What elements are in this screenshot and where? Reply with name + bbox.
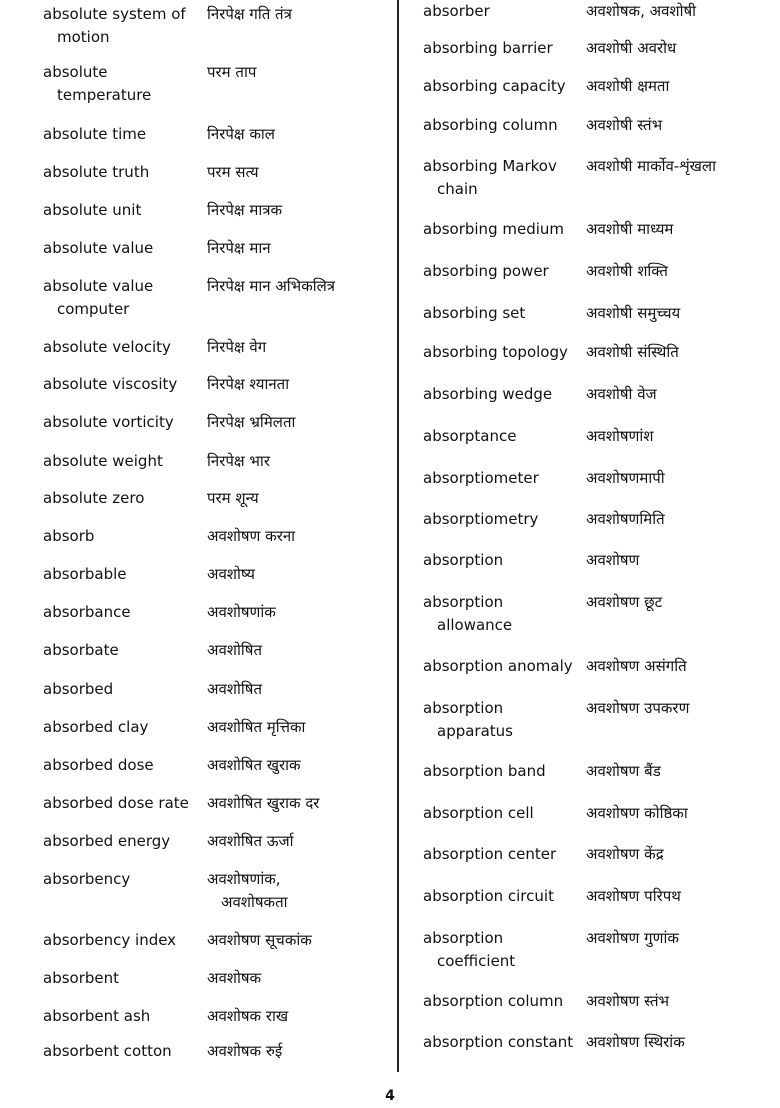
entry-term-line: absolute truth xyxy=(43,163,150,181)
entry-term xyxy=(43,792,203,815)
entry-term xyxy=(423,802,583,825)
entry-translation xyxy=(207,1005,387,1028)
entry-term xyxy=(423,0,583,23)
entry-term xyxy=(43,563,203,586)
entry-translation xyxy=(586,425,776,448)
entry-term-line: absorber xyxy=(423,2,490,20)
entry-translation xyxy=(586,260,776,283)
entry-translation xyxy=(207,639,387,662)
entry-translation xyxy=(207,336,387,359)
entry-term-line: absorptiometry xyxy=(423,510,539,528)
entry-term-line: absorption circuit xyxy=(423,887,554,905)
entry-term xyxy=(43,336,203,359)
entry-translation xyxy=(207,61,387,84)
entry-translation-line: अवशोष्य xyxy=(207,565,255,583)
entry-term-line: motion xyxy=(57,28,110,46)
entry-translation xyxy=(586,218,776,241)
entry-translation-line: निरपेक्ष मान xyxy=(207,239,271,257)
entry-term-line: absolute xyxy=(43,63,108,81)
entry-translation-line: निरपेक्ष गति तंत्र xyxy=(207,5,292,23)
entry-translation-line: अवशोषी माध्यम xyxy=(586,220,674,238)
entry-translation xyxy=(207,275,387,298)
entry-term xyxy=(423,383,583,406)
entry-term-line: absolute zero xyxy=(43,489,145,507)
entry-term xyxy=(423,655,583,678)
entry-translation-line: अवशोषी संस्थिति xyxy=(586,343,679,361)
entry-translation-line: अवशोषणांश xyxy=(586,427,654,445)
entry-translation xyxy=(207,716,387,739)
entry-translation xyxy=(207,967,387,990)
entry-term-line: absorption cell xyxy=(423,804,534,822)
entry-term xyxy=(43,868,203,891)
entry-term xyxy=(423,302,583,325)
entry-translation-line: अवशोषित खुराक दर xyxy=(207,794,320,812)
entry-translation-line: अवशोषी वेज xyxy=(586,385,657,403)
entry-translation-line: परम ताप xyxy=(207,63,257,81)
entry-translation-line: अवशोषणमिति xyxy=(586,510,665,528)
entry-term xyxy=(43,487,203,510)
entry-term-line: absorbent xyxy=(43,969,120,987)
entry-translation-line: निरपेक्ष श्यानता xyxy=(207,375,290,393)
entry-term-line: absorbed xyxy=(43,680,114,698)
entry-translation-line: अवशोषण xyxy=(586,551,640,569)
entry-translation-line: अवशोषण उपकरण xyxy=(586,699,690,717)
entry-term xyxy=(423,885,583,908)
entry-translation xyxy=(207,929,387,952)
entry-term xyxy=(423,591,583,637)
entry-term xyxy=(43,161,203,184)
entry-term-line: absorbing Markov xyxy=(423,157,557,175)
entry-term-line: absorbency index xyxy=(43,931,177,949)
entry-translation xyxy=(586,927,776,950)
entry-term-line: chain xyxy=(437,180,478,198)
entry-translation-line: अवशोषी शक्ति xyxy=(586,262,668,280)
entry-term xyxy=(43,525,203,548)
entry-translation-line: निरपेक्ष काल xyxy=(207,125,275,143)
entry-term xyxy=(423,467,583,490)
entry-translation xyxy=(207,678,387,701)
entry-translation xyxy=(207,161,387,184)
entry-translation xyxy=(586,802,776,825)
entry-term-line: absorption xyxy=(423,699,504,717)
entry-translation xyxy=(586,760,776,783)
entry-term-line: absorbed clay xyxy=(43,718,149,736)
entry-translation xyxy=(586,1031,776,1054)
entry-term-line: allowance xyxy=(437,616,513,634)
entry-term-line: absorbing column xyxy=(423,116,558,134)
entry-translation-line: अवशोषण असंगति xyxy=(586,657,687,675)
entry-translation-line: परम सत्य xyxy=(207,163,259,181)
entry-translation xyxy=(207,450,387,473)
entry-translation-line: अवशोषण कोष्ठिका xyxy=(586,804,688,822)
entry-term xyxy=(43,754,203,777)
entry-term xyxy=(423,425,583,448)
entry-term-line: absorbing capacity xyxy=(423,77,566,95)
entry-translation-line: अवशोषण स्तंभ xyxy=(586,992,670,1010)
entry-term xyxy=(423,760,583,783)
entry-term-line: absorption column xyxy=(423,992,564,1010)
entry-term-line: absorptance xyxy=(423,427,517,445)
entry-term-line: absolute value xyxy=(43,277,154,295)
entry-term-line: absolute vorticity xyxy=(43,413,174,431)
entry-term xyxy=(43,830,203,853)
entry-term xyxy=(423,990,583,1013)
entry-term xyxy=(423,260,583,283)
entry-translation xyxy=(207,199,387,222)
column-divider xyxy=(397,0,399,1072)
entry-term-line: absorbency xyxy=(43,870,131,888)
entry-translation-line: परम शून्य xyxy=(207,489,259,507)
entry-translation xyxy=(207,237,387,260)
entry-translation xyxy=(207,563,387,586)
entry-term xyxy=(43,373,203,396)
entry-translation-line: अवशोषित ऊर्जा xyxy=(207,832,294,850)
entry-term xyxy=(43,1005,203,1028)
entry-term xyxy=(423,549,583,572)
entry-translation xyxy=(207,601,387,624)
entry-term-line: absorption constant xyxy=(423,1033,574,1051)
entry-term xyxy=(423,843,583,866)
entry-translation-line: अवशोषणमापी xyxy=(586,469,665,487)
entry-term xyxy=(43,61,203,107)
entry-translation xyxy=(207,3,387,26)
entry-term xyxy=(423,37,583,60)
entry-term-line: absolute viscosity xyxy=(43,375,178,393)
entry-term-line: absolute weight xyxy=(43,452,163,470)
entry-translation-line: अवशोषी क्षमता xyxy=(586,77,670,95)
entry-translation xyxy=(207,830,387,853)
entry-term xyxy=(423,114,583,137)
entry-translation xyxy=(586,697,776,720)
entry-term-line: absorbing power xyxy=(423,262,549,280)
entry-term xyxy=(43,601,203,624)
entry-term xyxy=(43,199,203,222)
entry-translation xyxy=(586,655,776,678)
entry-term xyxy=(423,927,583,973)
entry-translation-line: अवशोषण करना xyxy=(207,527,296,545)
entry-translation xyxy=(207,868,387,914)
entry-translation-line: अवशोषी अवरोध xyxy=(586,39,677,57)
entry-term xyxy=(423,341,583,364)
entry-term xyxy=(423,155,583,201)
entry-translation-line: अवशोषकता xyxy=(221,893,288,911)
entry-translation xyxy=(207,411,387,434)
entry-translation-line: अवशोषी समुच्चय xyxy=(586,304,681,322)
entry-term xyxy=(423,697,583,743)
entry-translation xyxy=(586,885,776,908)
entry-translation xyxy=(586,591,776,614)
entry-term-line: absorb xyxy=(43,527,95,545)
entry-term-line: absorbed dose rate xyxy=(43,794,189,812)
entry-translation-line: अवशोषी मार्कोव-शृंखला xyxy=(586,157,716,175)
entry-translation-line: निरपेक्ष भार xyxy=(207,452,270,470)
entry-translation-line: अवशोषक रुई xyxy=(207,1042,283,1060)
entry-translation-line: निरपेक्ष मान अभिकलित्र xyxy=(207,277,336,295)
entry-translation-line: अवशोषण छूट xyxy=(586,593,663,611)
entry-term-line: absolute unit xyxy=(43,201,142,219)
entry-translation xyxy=(207,792,387,815)
entry-term xyxy=(43,639,203,662)
entry-term-line: absorbed energy xyxy=(43,832,171,850)
entry-term-line: absolute velocity xyxy=(43,338,171,356)
entry-term-line: absorbable xyxy=(43,565,127,583)
entry-translation-line: अवशोषित मृत्तिका xyxy=(207,718,306,736)
entry-term-line: absorption anomaly xyxy=(423,657,573,675)
entry-translation xyxy=(586,302,776,325)
entry-term xyxy=(423,218,583,241)
entry-term-line: absolute time xyxy=(43,125,147,143)
entry-translation xyxy=(586,75,776,98)
entry-term xyxy=(43,716,203,739)
entry-term xyxy=(423,508,583,531)
entry-translation xyxy=(586,843,776,866)
entry-term-line: absorbent cotton xyxy=(43,1042,172,1060)
entry-translation xyxy=(207,123,387,146)
entry-term xyxy=(423,75,583,98)
entry-term-line: absorption xyxy=(423,593,504,611)
entry-term xyxy=(43,411,203,434)
entry-term-line: absorbing wedge xyxy=(423,385,553,403)
entry-translation xyxy=(207,525,387,548)
entry-term-line: computer xyxy=(57,300,130,318)
entry-translation-line: अवशोषक xyxy=(207,969,262,987)
entry-translation-line: अवशोषित xyxy=(207,680,262,698)
entry-term-line: absorbance xyxy=(43,603,131,621)
entry-translation-line: अवशोषणांक xyxy=(207,603,276,621)
entry-term xyxy=(43,450,203,473)
entry-translation xyxy=(586,383,776,406)
entry-translation-line: अवशोषण बैंड xyxy=(586,762,661,780)
entry-translation-line: अवशोषण स्थिरांक xyxy=(586,1033,685,1051)
entry-translation xyxy=(586,549,776,572)
entry-translation-line: अवशोषी स्तंभ xyxy=(586,116,663,134)
entry-translation xyxy=(586,990,776,1013)
entry-term xyxy=(43,678,203,701)
entry-translation xyxy=(207,487,387,510)
entry-translation-line: अवशोषित खुराक xyxy=(207,756,301,774)
entry-translation-line: अवशोषक राख xyxy=(207,1007,289,1025)
entry-term-line: absorbing set xyxy=(423,304,526,322)
entry-translation-line: अवशोषण परिपथ xyxy=(586,887,681,905)
entry-translation-line: अवशोषण गुणांक xyxy=(586,929,679,947)
entry-term-line: absorbate xyxy=(43,641,119,659)
entry-term xyxy=(423,1031,583,1054)
entry-translation-line: निरपेक्ष भ्रमिलता xyxy=(207,413,296,431)
entry-translation xyxy=(586,0,776,23)
entry-term xyxy=(43,3,203,49)
entry-term-line: absorbing topology xyxy=(423,343,568,361)
entry-translation-line: निरपेक्ष वेग xyxy=(207,338,267,356)
entry-translation-line: अवशोषण सूचकांक xyxy=(207,931,312,949)
entry-term-line: absorption band xyxy=(423,762,546,780)
entry-term-line: absorption center xyxy=(423,845,557,863)
entry-term-line: absorptiometer xyxy=(423,469,539,487)
entry-term-line: temperature xyxy=(57,86,152,104)
page-number: 4 xyxy=(385,1088,395,1104)
entry-translation xyxy=(586,341,776,364)
entry-term-line: absorbing medium xyxy=(423,220,565,238)
entry-term xyxy=(43,1040,203,1063)
entry-translation xyxy=(207,1040,387,1063)
entry-term xyxy=(43,237,203,260)
entry-translation xyxy=(586,155,776,178)
entry-translation-line: अवशोषित xyxy=(207,641,262,659)
entry-term-line: absorbing barrier xyxy=(423,39,553,57)
entry-translation xyxy=(586,508,776,531)
entry-translation xyxy=(586,114,776,137)
entry-translation xyxy=(207,373,387,396)
entry-translation-line: अवशोषणांक, xyxy=(207,870,281,888)
entry-term-line: absolute system of xyxy=(43,5,186,23)
entry-term-line: absorbed dose xyxy=(43,756,154,774)
entry-term-line: apparatus xyxy=(437,722,513,740)
entry-translation xyxy=(586,467,776,490)
entry-term xyxy=(43,967,203,990)
entry-translation-line: अवशोषक, अवशोषी xyxy=(586,2,697,20)
entry-term xyxy=(43,123,203,146)
entry-translation xyxy=(207,754,387,777)
entry-term-line: absolute value xyxy=(43,239,154,257)
entry-translation-line: निरपेक्ष मात्रक xyxy=(207,201,283,219)
entry-term-line: absorption xyxy=(423,929,504,947)
entry-term-line: absorbent ash xyxy=(43,1007,151,1025)
entry-term-line: absorption xyxy=(423,551,504,569)
entry-term-line: coefficient xyxy=(437,952,516,970)
entry-term xyxy=(43,929,203,952)
entry-term xyxy=(43,275,203,321)
entry-translation xyxy=(586,37,776,60)
entry-translation-line: अवशोषण केंद्र xyxy=(586,845,664,863)
